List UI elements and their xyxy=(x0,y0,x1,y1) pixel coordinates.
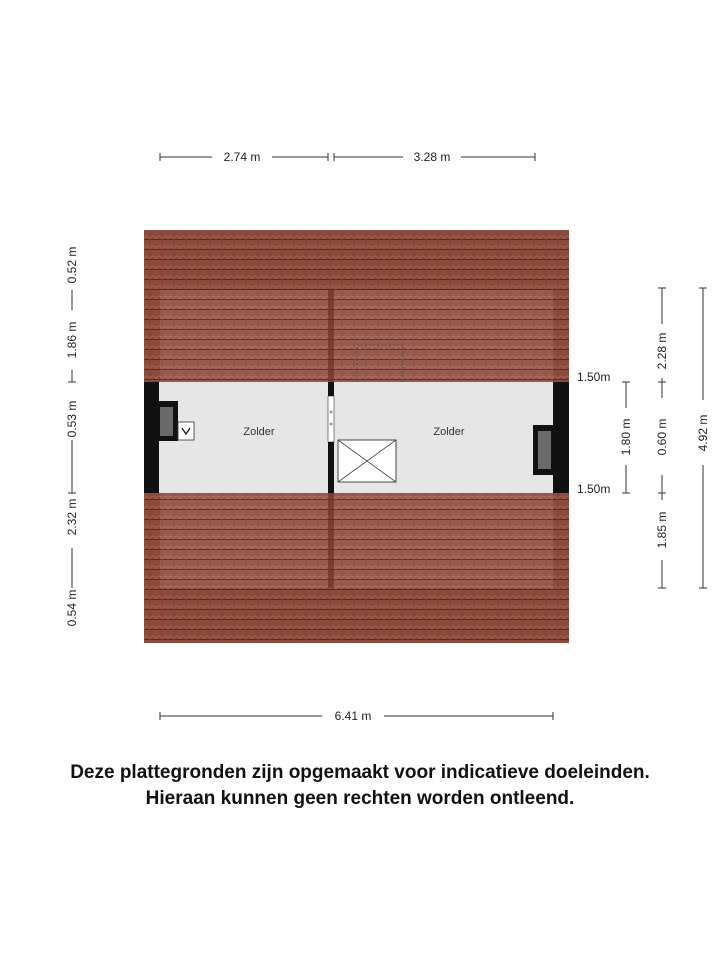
dim-right-inner: 1.80 m xyxy=(619,418,633,456)
dim-left-1: 0.52 m xyxy=(65,246,79,284)
dim-left-2: 1.86 m xyxy=(65,321,79,359)
disclaimer-line-1: Deze plattegronden zijn opgemaakt voor indicatieve doeleinden. xyxy=(70,762,650,783)
right-chimney xyxy=(533,425,555,475)
dim-right-b: 0.60 m xyxy=(655,418,669,456)
room-label-left: Zolder xyxy=(243,426,275,438)
dim-right-total: 4.92 m xyxy=(696,414,710,452)
dim-left-5: 0.54 m xyxy=(65,589,79,627)
dim-top-right: 3.28 m xyxy=(413,150,451,164)
left-chimney xyxy=(155,401,178,441)
dim-right-a: 2.28 m xyxy=(655,332,669,370)
room-label-right: Zolder xyxy=(433,426,465,438)
dim-bottom: 6.41 m xyxy=(334,709,372,723)
dim-right-c: 1.85 m xyxy=(655,511,669,549)
dim-left-4: 2.32 m xyxy=(65,498,79,536)
dim-right-height-bottom: 1.50m xyxy=(577,482,611,496)
disclaimer-line-2: Hieraan kunnen geen rechten worden ontleend. xyxy=(145,788,575,809)
boiler-unit xyxy=(178,422,194,440)
loft-hatch xyxy=(338,440,396,482)
dim-top-left: 2.74 m xyxy=(223,150,261,164)
dim-left-3: 0.53 m xyxy=(65,400,79,438)
top-dimension-lines xyxy=(160,153,535,161)
dim-right-height-top: 1.50m xyxy=(577,370,611,384)
